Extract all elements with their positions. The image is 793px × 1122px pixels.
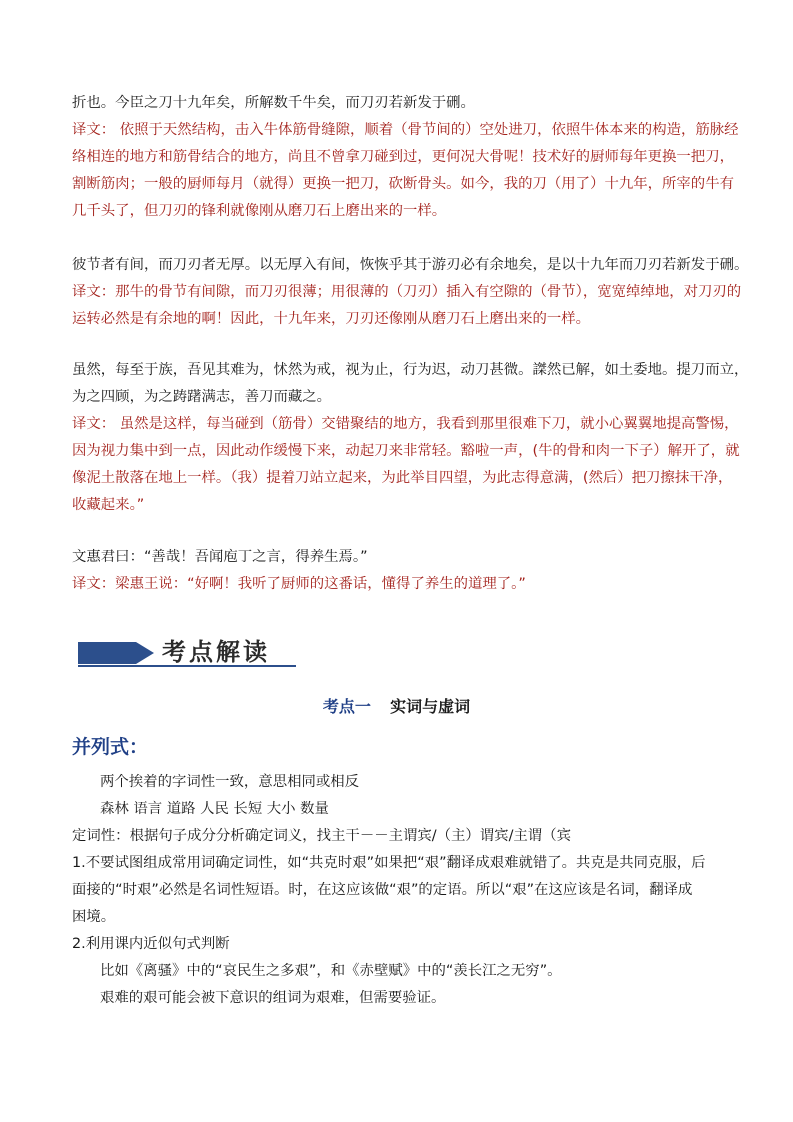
- passage-line: 虽然，每至于族，吾见其难为，怵然为戒，视为止，行为迟，动刀甚微。謋然已解，如土委地。提刀而立，: [72, 362, 749, 378]
- body-line: 比如《离骚》中的“哀民生之多艰”，和《赤壁赋》中的“羡长江之无穷”。: [100, 963, 562, 979]
- translation-line: 割断筋肉；一般的厨师每月（就得）更换一把刀，砍断骨头。如今，我的刀（用了）十九年，所宰的牛有: [72, 176, 734, 192]
- section-banner: [78, 638, 298, 672]
- body-line: 面接的“时艰”必然是名词性短语。时，在这应该做“艰”的定语。所以“艰”在这应该是名词，翻译成: [72, 882, 693, 898]
- section-name: 实词与虚词: [390, 697, 471, 716]
- passage-line: 彼节者有间，而刀刃者无厚。以无厚入有间，恢恢乎其于游刃必有余地矣，是以十九年而刀刃若新发于硎。: [72, 257, 749, 273]
- passage-line: 为之四顾，为之踌躇满志，善刀而藏之。: [72, 389, 332, 405]
- section-title: [0, 693, 793, 721]
- body-line: 定词性：根据句子成分分析确定词义，找主干－－主谓宾/（主）谓宾/主谓（宾: [72, 828, 571, 844]
- translation-line: 译文： 虽然是这样，每当碰到（筋骨）交错聚结的地方，我看到那里很难下刀，就小心翼翼地提高警惕，: [72, 416, 739, 432]
- body-line: 艰难的艰可能会被下意识的组词为艰难，但需要验证。: [100, 990, 446, 1006]
- translation-line: 因为视力集中到一点，因此动作缓慢下来，动起刀来非常轻。豁啦一声，(牛的骨和肉一下子）解开了，就: [72, 443, 740, 459]
- translation-line: 译文：梁惠王说：“好啊！我听了厨师的这番话，懂得了养生的道理了。”: [72, 576, 526, 592]
- banner-title: 考点解读: [162, 637, 270, 666]
- translation-line: 收藏起来。”: [72, 497, 145, 513]
- translation-line: 译文：那牛的骨节有间隙，而刀刃很薄；用很薄的（刀刃）插入有空隙的（骨节），宽宽绰绰地，对刀刃的: [72, 284, 742, 300]
- subsection-heading: 并列式：: [72, 736, 149, 758]
- translation-line: 运转必然是有余地的啊！因此，十九年来，刀刃还像刚从磨刀石上磨出来的一样。: [72, 311, 591, 327]
- translation-line: 像泥土散落在地上一样。（我）提着刀站立起来，为此举目四望，为此志得意满，(然后）把刀擦抹干净，: [72, 470, 733, 486]
- banner-bar-shape: [78, 642, 136, 664]
- body-line: 两个挨着的字词性一致，意思相同或相反: [100, 774, 360, 790]
- passage-line: 折也。今臣之刀十九年矣，所解数千牛矣，而刀刃若新发于硎。: [72, 95, 475, 111]
- banner-arrow-shape: [136, 642, 154, 664]
- body-line: 森林 语言 道路 人民 长短 大小 数量: [100, 801, 329, 817]
- body-line: 1.不要试图组成常用词确定词性，如“共克时艰”如果把“艰”翻译成艰难就错了。共克是共同克服，后: [72, 855, 706, 871]
- translation-line: 几千头了，但刀刃的锋利就像刚从磨刀石上磨出来的一样。: [72, 203, 447, 219]
- section-prefix: 考点一: [322, 697, 371, 716]
- translation-line: 译文： 依照于天然结构，击入牛体筋骨缝隙，顺着（骨节间的）空处进刀，依照牛体本来的构造，筋脉经: [72, 122, 739, 138]
- body-line: 困境。: [72, 909, 116, 925]
- passage-line: 文惠君曰：“善哉！吾闻庖丁之言，得养生焉。”: [72, 549, 368, 565]
- body-line: 2.利用课内近似句式判断: [72, 936, 230, 952]
- translation-line: 络相连的地方和筋骨结合的地方，尚且不曾拿刀碰到过，更何况大骨呢！技术好的厨师每年更换一把刀，: [72, 149, 734, 165]
